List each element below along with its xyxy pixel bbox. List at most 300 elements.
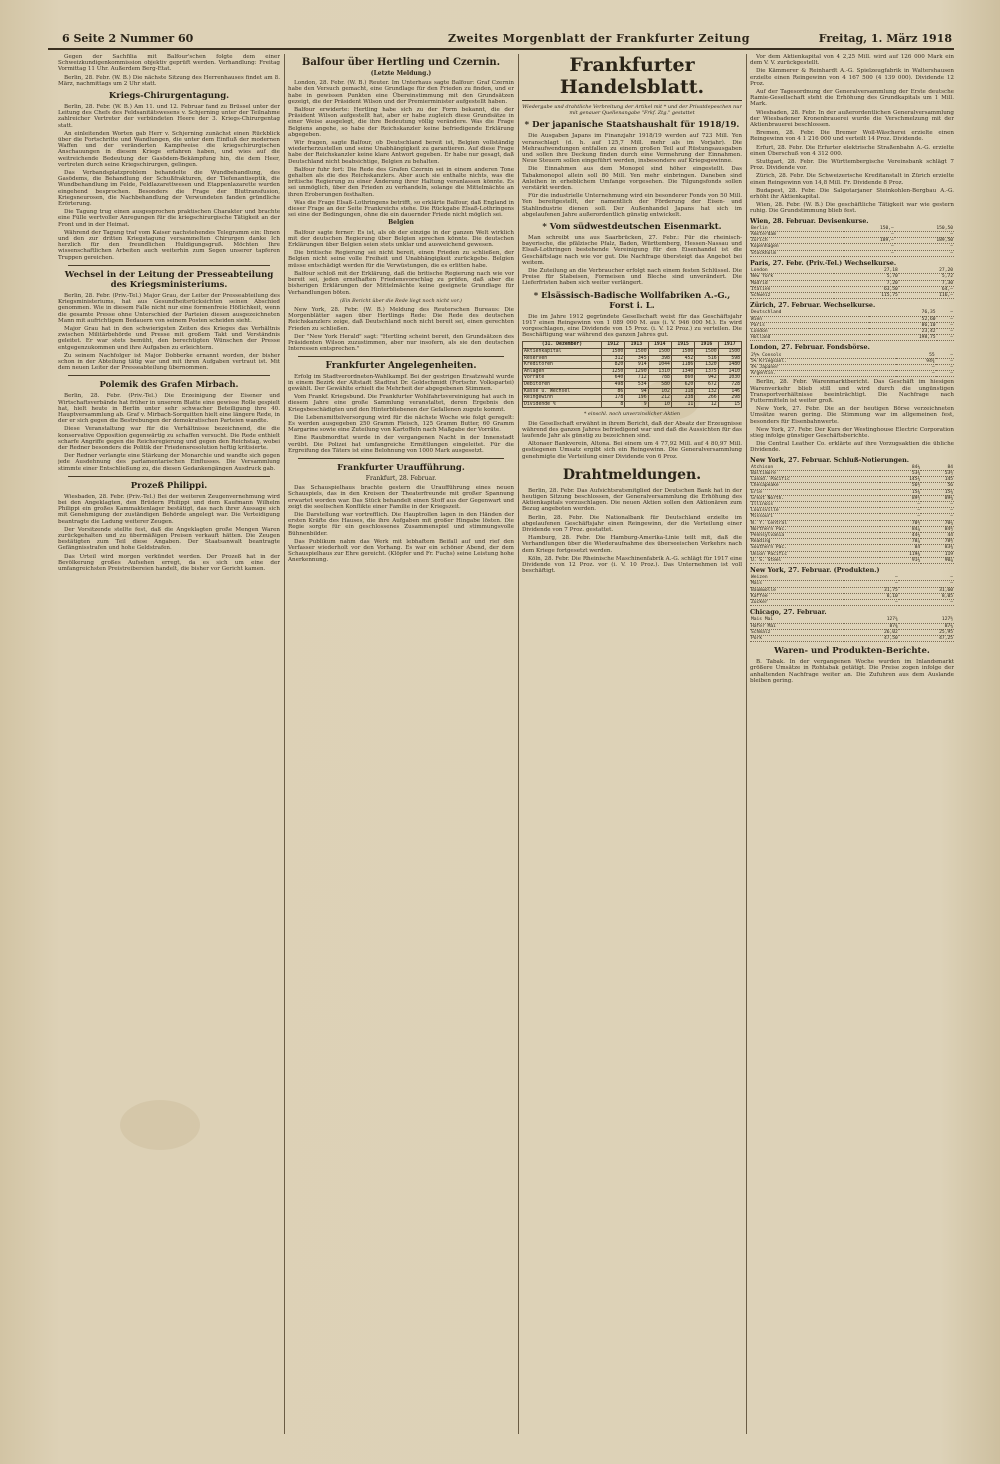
table-cell: Illinois [750,502,880,508]
divider [298,458,504,459]
paragraph: Auf der Tagesordnung der Generalversammlung der Erste deutsche Ramie-Gesellschaft steht die Erhöhung des Grundkapitals um 1 Mill. Mark. [750,89,954,108]
market-report: Berlin, 28. Febr. Warenmarktbericht. Das Geschäft im hiesigen Warenverkehr blieb still und wird durch die ungünstigen Transportverhältnisse beeinträchtigt. Die Nachfrage nach Futtermitteln ist weiter groß. [750,379,954,404]
article-headline: Polemik des Grafen Mirbach. [99,380,239,391]
article-headline: Kriegs-Chirurgentagung. [108,91,230,102]
table-cell: — [921,502,954,508]
table-cell: 598 [718,355,741,362]
table-cell: 580 [648,382,671,389]
article-body [522,235,742,287]
divider [298,356,504,357]
editor-note: (Ein Bericht über die Rede liegt noch nicht vor.) [340,297,462,304]
paragraph: Erfurt, 28. Febr. Die Erfurter elektrische Straßenbahn A.-G. erzielte einen Überschuß von 4 312 000. [750,144,954,157]
table-cell: — [921,508,954,514]
table-cell: Union Pacific [750,551,880,557]
table-cell: 788 [648,375,671,382]
paragraph: Wiesbaden, 28. Febr. (Priv.-Tel.) Bei der weiteren Zeugenvernehmung wird bei den Angeklagten, den Brüdern Philippi und dem Kaufmann Wilhelm Philippi ein großes Kammaktenlager bestätigt, das nach ihrer Aussage sich mit Genehmigung der zuständigen Behörde angelegt war. Die Verteidigung beantragte die Ladung weiterer Zeugen. [58,493,280,525]
table-cell: Deutschland [750,310,869,316]
paragraph: Die Tagung trug einen ausgesprochen praktischen Charakter und brachte eine Fülle wertvoller Anregungen für die kriegschirurgische Tätigkeit an der Front und in der Heimat. [58,209,280,228]
table-cell: 672 [695,382,718,389]
table-cell: Madrid [750,280,834,286]
table-cell: 44¼ [880,533,922,539]
table-cell: 1030 [718,375,741,382]
paragraph: Vor dem Aktienkapital von 4 2,25 Mill. wird auf 126 000 Mark ein dem V. V. zurückgestellt. [750,54,954,67]
rate-table [750,268,954,299]
table-cell: Baumwolle [750,587,844,593]
rate-table-label: Chicago, 27. Februar. [750,608,827,617]
divider [68,476,270,477]
table-cell: 516 [695,355,718,362]
column-3 [522,54,742,1444]
table-cell: — [937,322,954,328]
paragraph: Die Darstellung war vortrefflich. Die Hauptrollen lagen in den Händen der ersten Kräfte des Hauses, die ihre Aufgaben mit großer Hingabe lösten. Die Regie sorgte für ein geschlossenes Zusammenspiel und stimmungsvolle Bühnenbilder. [288,511,514,537]
table-row [750,335,954,341]
table-cell: Reingewinn [523,395,602,402]
table-row [523,395,742,402]
paragraph: Das Publikum nahm das Werk mit lebhaftem Beifall auf und rief den Verfasser wiederholt vor den Vorhang. Es war ein schöner Abend, der dem Schauspielhaus zur Ehre gereicht. (Klöpfer und Fr. Fuchs) seine Leistung hohe Anerkennung. [288,538,514,564]
table-cell: Zürich [750,238,844,244]
table-cell: Schmalz [750,629,844,635]
rate-table [750,353,954,378]
table-cell: 53½ [921,470,954,476]
table-cell: London [750,328,869,334]
paragraph: Die Ausgaben Japans im Finanzjahr 1918/19 werden auf 723 Mill. Yen veranschlagt (d. h. auf 125,7 Mill. mehr als im Vorjahr). Die Mehraufwendungen entfallen zu einem großen Teil auf Rüstungsausgaben und sollen ihre Deckung finden durch eine Vermehrung der Einnahmen. Neue Steuern sollen eingeführt werden, insbesondere auf Kriegsgewinne. [522,133,742,165]
table-cell: Northern Pac. [750,526,880,532]
rate-table-label: New York, 27. Februar. (Produkten.) [750,566,880,575]
table-cell: 178 [601,395,624,402]
table-row [523,355,742,362]
paragraph: Stuttgart, 28. Febr. Die Württembergische Vereinsbank schlägt 7 Proz. Dividende vor. [750,159,954,172]
rate-table-label: London, 27. Februar. Fondsbörse. [750,343,870,352]
table-cell: 398 [648,355,671,362]
table-cell: 7,30 [899,280,954,286]
article-body [58,104,280,261]
section-headline: Waren- und Produkten-Berichte. [774,646,930,657]
article-headline: * Vom südwestdeutschen Eisenmarkt. [542,222,722,233]
table-cell: Amsterdam [750,232,844,238]
table-cell: 15⅜ [880,489,922,495]
table-cell: 63,50 [834,286,899,292]
table-cell: — [896,371,936,377]
column-2 [288,54,514,1444]
table-cell: — [937,335,954,341]
table-cell: Vorräte [523,375,602,382]
article-body [522,421,742,460]
table-cell: 4% Japaner [750,364,896,370]
table-cell: 1375 [695,368,718,375]
table-row [523,388,742,395]
article-body [522,133,742,218]
table-cell: 70¼ [921,520,954,526]
table-cell: Pennsylvania [750,533,880,539]
paragraph: New York, 28. Febr. (W. B.) Meldung des Reuterschen Bureaus: Die Morgenblätter sagen über Hertlings Rede: Die Rede des deutschen Reichskanzlers zeige, daß Deutschland noch nicht bereit sei, einen gerechten Frieden zu schließen. [288,306,514,332]
table-cell: 189,50 [895,238,954,244]
stock-table [750,465,954,564]
table-cell: Kasse u. Wechsel [523,388,602,395]
article-body [288,230,514,296]
commodity-table [750,575,954,606]
table-cell: 10 [648,401,671,408]
table-header-cell: 1917 [718,342,741,349]
table-cell: 266 [695,395,718,402]
paragraph: Die Einnahmen aus dem Monopol sind höher eingestellt. Das Tabakmonopol allein soll 80 Mill. Yen mehr einbringen. Daneben sind Anleihen in erheblichem Umfange vorgesehen. Die Tilgungsfonds sollen verstärkt werden. [522,166,742,192]
table-cell: 8,10 [844,593,899,599]
table-cell: 44 [921,533,954,539]
table-cell: Anlagen [523,368,602,375]
paragraph: Vom Frankf. Kriegsbund. Die Frankfurter Wohlfahrtsvereinigung hat auch in diesem Jahre eine große Sammlung veranstaltet, deren Ergebnis den Kriegsbeschädigten und den Hinterbliebenen der Gefallenen zugute kommt. [288,394,514,413]
section-subheading: Belgien [388,219,414,227]
table-cell: 534 [625,382,648,389]
table-cell: Paris [750,322,869,328]
paragraph: Zu seinem Nachfolger ist Major Dobberke ernannt worden, der bisher schon in der Abteilung tätig war und mit ihren Aufgaben vertraut ist. Mit dem neuen Leiter der Presseabteilung übernommen. [58,352,280,372]
table-cell: 1310 [648,368,671,375]
table-cell: 86,10 [869,322,937,328]
page-header [48,30,954,50]
table-cell: 55 [896,353,936,359]
table-cell: Schweiz [750,292,834,298]
table-cell: 25,95 [899,629,954,635]
paragraph: Balfour erwiderte: Hertling habe sich zu der Form bekannt, die der Präsident Wilson aufgestellt hat, aber er habe zugleich diese Grundsätze in einer Weise ausgelegt, die ihre Bedeutung völlig verändere. Was die Frage Belgiens angehe, so habe der Reichskanzler keine befriedigende Erklärung abgegeben. [288,107,514,138]
table-cell: — [937,310,954,316]
table-cell: 860 [671,375,694,382]
table-cell: 728 [718,382,741,389]
table-row [523,368,742,375]
table-cell: Wien [750,316,869,322]
table-cell: Argentin. [750,371,896,377]
table-cell: 150,— [844,226,894,232]
table-cell: 84⅞ [880,526,922,532]
table-cell: 94¾ [896,358,936,364]
table-cell: Dividende % [523,401,602,408]
table-cell: — [880,502,922,508]
table-cell: Mais Mai [750,617,844,623]
table-cell: — [844,581,899,587]
table-cell: 116,— [899,292,954,298]
table-cell: 94 [625,388,648,395]
paragraph: Die Kämmerer & Reinhardt A.-G. Spielzeugfabrik in Waltershausen erzielte einen Reingewinn von 4 167 500 (4 139 000). Dividende 12 Proz. [750,68,954,87]
rate-table [750,226,954,257]
table-cell: — [937,316,954,322]
column-4 [750,54,954,1444]
table-cell: Reading [750,539,880,545]
table-cell: Kreditoren [523,362,602,369]
article-body [522,314,742,339]
table-cell: 1500 [718,349,741,356]
table-cell: 9 [625,401,648,408]
table-cell: 212 [648,395,671,402]
table-cell: 312 [601,355,624,362]
article-headline: * Elsässisch-Badische Wollfabriken A.-G., Forst i. L. [533,290,731,311]
table-cell: 640 [601,375,624,382]
table-row [750,636,954,642]
table-cell: 127¾ [844,617,899,623]
table-cell: 27,20 [899,268,954,274]
table-cell: — [880,508,922,514]
table-cell: Berlin [750,226,844,232]
table-cell: Italien [750,286,834,292]
table-cell: 15 [718,401,741,408]
rate-table-label: Paris, 27. Febr. (Priv.-Tel.) Wechselkurse. [750,258,897,267]
table-header-cell: 1913 [625,342,648,349]
table-cell: Pork [750,636,844,642]
article-headline: * Der japanische Staatshaushalt für 1918/19. [524,120,740,131]
table-cell: 56½ [880,483,922,489]
table-cell: — [896,364,936,370]
table-cell: — [844,575,899,581]
table-cell: 1500 [695,349,718,356]
table-cell: 238 [671,395,694,402]
table-cell: — [844,232,894,238]
article-body [288,80,514,218]
table-cell: 31,60 [899,587,954,593]
table-cell: 1500 [671,349,694,356]
table-cell: N. Y. Central [750,520,880,526]
table-cell: — [937,328,954,334]
paragraph: New York, 27. Febr. Die an der heutigen Börse verzeichneten Umsätze waren gering. Die Stimmung war im allgemeinen fest, besonders für Eisenbahnwerte. [750,406,954,425]
table-cell: — [899,600,954,606]
table-cell: 1480 [718,362,741,369]
paragraph: New York, 27. Febr. Der Kurs der Westinghouse Electric Corporation stieg infolge günstiger Geschäftsberichte. [750,426,954,439]
table-cell: Hafer Mai [750,623,844,629]
paragraph: Erfolg im Stadtverordneten-Wahlkampf. Bei der gestrigen Ersatzwahl wurde in einem Bezirk der Altstadt Stadtrat Dr. Goldschmidt (Fortschr. Volkspartei) gewählt. Der Gewählte erhielt die Mehrheit der abgegebenen Stimmen. [288,373,514,392]
table-cell: 8 [601,401,624,408]
table-cell: — [895,244,954,250]
table-footnote: * einschl. noch unverzinslicher Aktien [583,411,681,418]
table-cell: Louisville [750,508,880,514]
paragraph: Budapest, 28. Febr. Die Salgotarjaner Steinkohlen-Bergbau A.-G. erhöht ihr Aktienkapital. [750,187,954,201]
table-row [750,250,954,256]
rate-table-label: Zürich, 27. Februar. Wechselkurse. [750,301,876,310]
table-cell: 87⅜ [844,623,899,629]
table-cell: 1500 [648,349,671,356]
table-cell: 1500 [625,349,648,356]
paragraph: Das Verbandsplatzproblem behandelte die Wundbehandlung, des Gasödems, die Behandlung der Schußfrakturen, der Tiefenantiseptik, die Wundbehandlung im Felde, Feldlazarettwesen und Etappenlazarette wurden eingehend besprochen. Besonders die Frage der Bluttransfusion, Kriegsneurosen, die Nachbehandlung der Verwundeten fanden gründliche Erörterung. [58,170,280,208]
paragraph: Berlin, 28. Febr. (Priv.-Tel.) Major Grau, der Leiter der Presseabteilung des Kriegsministeriums, hat aus Gesundheitsrücksichten seinen Abschied genommen. Wie in diesem Falle nicht nur eine formenfreie Höflichkeit, wenn die gesamte Presse ohne Unterschied der Parteien diesen ausgezeichneten Mann mit aufrichtigem Bedauern von seinem Posten scheiden sieht. [58,292,280,324]
table-cell: 53¾ [880,470,922,476]
table-cell: Chesapeake [750,483,880,489]
article-headline: Balfour über Hertling und Czernin. [301,57,501,68]
market-news [750,54,954,215]
table-cell: 132 [695,388,718,395]
section-headline: Drahtmeldungen. [562,466,702,483]
table-cell: 189,— [844,238,894,244]
table-cell: Baltimore [750,470,880,476]
table-header-cell: 1914 [648,342,671,349]
table-cell: 8,05 [899,593,954,599]
table-cell: 118 [671,388,694,395]
table-cell: — [895,232,954,238]
table-cell: 119⅜ [880,551,922,557]
article-subheadline: (Letzte Meldung.) [370,70,432,77]
table-cell: 1340 [671,368,694,375]
paragraph: Altonaer Bankverein, Altona. Bei einem um 4 77,92 Mill. auf 4 80,97 Mill. gestiegenen Umsatz ergibt sich ein Reingewinn. Die Generalversammlung genehmigte die Verteilung einer Dividende von 6 Proz. [522,441,742,460]
paragraph: Das Schauspielhaus brachte gestern die Uraufführung eines neuen Schauspiels, das in den Kreisen der Theaterfreunde mit großer Spannung erwartet worden war. Das Stück behandelt einen Stoff aus der Gegenwart und zeigt die seelischen Konflikte einer Familie in der Kriegszeit. [288,485,514,510]
table-cell: — [936,364,954,370]
dateline: Frankfurt, 28. Februar. [365,474,437,482]
table-cell: 83¾ [921,545,954,551]
column-rule [746,54,747,1434]
table-row [523,375,742,382]
table-cell: 1186 [671,362,694,369]
paragraph: London, 28. Febr. (W. B.) Reuter. Im Unterhaus sagte Balfour: Graf Czernin habe den Versuch gemacht, eine Grundlage für den Frieden zu finden, und er habe in gewissen Punkten eine Übereinstimmung mit den Grundsätzen gezeigt, die der Präsident Wilson und der Premierminister aufgestellt haben. [288,80,514,105]
paragraph: An einleitenden Worten gab Herr v. Schjerning zunächst einen Rückblick über die Fortschritte und Wandlungen, die unter dem Einfluß der modernen Waffen und der veränderten Kampfweise die kriegschirurgischen Anschauungen in diesem Kriege erfahren haben, und wies auf die weitreichende Bedeutung der Gasödem-Bekämpfung hin, die dem Heer, vertreten durch seine Kriegschirurgen, gelingen. [58,130,280,168]
paragraph: Die britische Regierung sei nicht bereit, einen Frieden zu schließen, der Belgien nicht seine volle Freiheit und Unabhängigkeit zurückgebe. Belgien müsse entschädigt werden für die Verwüstungen, die es erlitten habe. [288,250,514,269]
table-cell: 31,75 [844,587,899,593]
reprint-note: Wiedergabe und drahtliche Verbreitung der Artikel mit * und der Privatdepeschen nur mit genauer Quellenangabe "Frkf. Ztg." gestattet [522,104,742,117]
table-cell: Zucker [750,600,844,606]
table-row [523,362,742,369]
table-cell: 64,— [899,286,954,292]
page-number: 6 Seite 2 Nummer 60 [62,32,194,45]
table-cell: 27,18 [834,268,899,274]
table-cell: — [895,250,954,256]
table-cell: Southern Pac. [750,545,880,551]
table-row [523,349,742,356]
table-cell: 84 [921,465,954,471]
table-cell: 1044 [648,362,671,369]
table-cell: — [936,371,954,377]
table-cell: 52,60 [869,316,937,322]
paragraph: Balfour sagte ferner: Es ist, als ob der einzige in der ganzen Welt wirklich mit der deutschen Regierung über Belgien sprechen könnte. Die deutschen Erklärungen über Belgien seien stets unklar und ausweichend gewesen. [288,229,514,249]
table-row [750,600,954,606]
table-cell: 145 [921,477,954,483]
article-headline: Prozeß Philippi. [130,480,208,491]
table-cell: Kopenhagen [750,244,844,250]
table-cell: 5,70 [834,274,899,280]
table-cell: 78⅞ [880,539,922,545]
table-cell: 119 [921,551,954,557]
article-headline: Wechsel in der Leitung der Presseabteilung des Kriegsministeriums. [64,269,274,290]
article-body [58,494,280,572]
table-cell: 84 [880,545,922,551]
table-cell: 12 [695,401,718,408]
table-cell: 345 [625,355,648,362]
rate-table-label: New York, 27. Februar. Schluß-Notierungen. [750,455,909,464]
table-cell: 78½ [921,539,954,545]
table-cell: 1500 [601,349,624,356]
divider [68,375,270,376]
intro-text: Berlin, 28. Febr. (W. B.) Die nächste Sitzung des Herrenhauses findet am 8. März, nachmittags um 2 Uhr statt. [58,74,280,87]
table-cell: 91¼ [880,557,922,563]
table-cell: 47,50 [844,636,899,642]
table-cell: 26,02 [844,629,899,635]
paragraph: Die Central Leather Co. erklärte auf ihre Vorzugsaktien die übliche Dividende. [750,441,954,454]
table-cell: 90⅞ [921,557,954,563]
paragraph: Das Urteil wird morgen verkündet werden. Der Prozeß hat in der Bevölkerung großes Aufsehen erregt, da es sich um eine der umfangreichsten Preistreibereien handelt, die bisher vor Gericht kamen. [58,553,280,572]
table-cell: — [880,514,922,520]
table-cell: 1290 [625,368,648,375]
table-cell: 145¼ [880,477,922,483]
table-cell: Holland [750,335,869,341]
table-cell: 76,35 [869,310,937,316]
table-cell: 914 [625,362,648,369]
table-cell: Mais [750,581,844,587]
table-cell: 452 [671,355,694,362]
article-body [522,488,742,575]
paragraph: Major Grau hat in den schwierigsten Zeiten des Krieges das Verhältnis zwischen Militärbehörde und Presse mit großem Takt und Verständnis geleitet. Er war stets bemüht, den berechtigten Wünschen der Presse entgegenzukommen und ihre Aufgaben zu erleichtern. [58,325,280,351]
article-body [288,485,514,563]
table-cell: 5,72 [899,274,954,280]
table-cell: U. S. Steel [750,557,880,563]
table-cell: 86 [601,388,624,395]
paragraph: Bremen, 28. Febr. Die Bremer Woll-Wäscherei erzielte einen Reingewinn von 4 1 216 000 und verteilt 14 Proz. Dividende. [750,130,954,143]
article-body [288,307,514,352]
table-cell: 1410 [718,368,741,375]
table-cell: 1320 [695,362,718,369]
column-1 [58,54,280,1444]
table-cell: 150,50 [895,226,954,232]
paragraph: Berlin, 28. Febr. Die Nationalbank für Deutschland erzielte im abgelaufenen Geschäftsjahr einen Reingewinn, der die Verteilung einer Dividende von 7 Proz. gestattet. [522,514,742,534]
paragraph: Die Lebensmittelversorgung wird für die nächste Woche wie folgt geregelt: Es werden ausgegeben 250 Gramm Fleisch, 125 Gramm Butter, 60 Gramm Margarine sowie eine Zuteilung von Kartoffeln nach Maßgabe der Vorräte. [288,414,514,434]
table-cell: — [936,358,954,364]
market-news [750,406,954,453]
table-cell: Atchison [750,465,880,471]
table-cell: 1250 [601,368,624,375]
table-cell: 15¼ [921,489,954,495]
commodity-table [750,617,954,642]
paragraph: Berlin, 28. Febr. (Priv.-Tel.) Die Erzeinigung der Eisener und Wirtschaftsverbände hat früher in unserem Blatte eine gewisse Rolle gespielt hat, hielt heute in Berlin unter sehr schwacher Beteiligung ihre 40. Hauptversammlung ab. Graf v. Mirbach-Sorquitten hielt eine längere Rede, in der er sich gegen die Bestrebungen der demokratischen Parteien wandte. [58,393,280,425]
paragraph: Für die industrielle Unternehmung wird ein besonderer Fonds von 50 Mill. Yen bereitgestellt, der namentlich der Förderung der Eisen- und Stahlindustrie dienen soll. Der Außenhandel Japans hat sich im abgelaufenen Jahre außerordentlich günstig entwickelt. [522,193,742,218]
table-row [523,382,742,389]
paragraph: Der "New York Herald" sagt: "Hertling scheint bereit, den Grundsätzen des Präsidenten Wilson zuzustimmen, aber nur insofern, als sie den deutschen Interessen entsprechen." [288,333,514,353]
table-cell: 47,25 [899,636,954,642]
table-cell: 298 [718,395,741,402]
table-cell: 115,75 [834,292,899,298]
table-cell: 198,75 [869,335,937,341]
table-cell: 942 [695,375,718,382]
table-cell: — [921,514,954,520]
table-cell: 84¼ [880,465,922,471]
market-report: B. Tabak. In der vergangenen Woche wurden im Inlandsmarkt größere Umsätze in Rohtabak getätigt. Die Preise zogen infolge der anhaltenden Nachfrage weiter an. Die Zufuhren aus dem Auslande bleiben gering. [750,659,954,684]
table-cell: — [936,353,954,359]
issue-date: Freitag, 1. März 1918 [818,32,952,45]
paragraph: Berlin, 28. Febr. (W. B.) Am 11. und 12. Februar fand zu Brüssel unter der Leitung des Chefs des Feldsanitätswesens v. Schjerning unter der Teilnahme zahlreicher Vertreter der verbündeten Heere der 3. Kriegs-Chirurgentag statt. [58,104,280,129]
column-rule [284,54,285,1434]
table-cell: 89½ [880,495,922,501]
table-cell: 620 [671,382,694,389]
table-cell: 89¼ [921,495,954,501]
article-body [58,393,280,471]
paragraph: Wiesbaden, 28. Febr. In der außerordentlichen Generalversammlung der Wiesbadener Kronenbrauerei wurde die Verschmelzung mit der Aktienbrauerei beschlossen. [750,109,954,129]
paragraph: Wien, 28. Febr. (W. B.) Die geschäftliche Tätigkeit war wie gestern ruhig. Die Grundstimmung blieb fest. [750,202,954,215]
paragraph: Köln, 28. Febr. Die Rheinische Maschinenfabrik A.-G. schlägt für 1917 eine Dividende von 12 Proz. vor (i. V. 10 Proz.). Das Unternehmen ist voll beschäftigt. [522,555,742,575]
table-cell: Missouri [750,514,880,520]
table-cell: 196 [625,395,648,402]
masthead: Zweites Morgenblatt der Frankfurter Zeitung [448,32,750,45]
intro-text: Gegen der Sachfilia mit Balfour'schen folgte dem einer Schweizkundigenkommission objektiv geprüft werden. Verhandlung: Freitag Vormittag 11 Uhr. Außerdem Berg-Etat. [58,54,280,73]
paragraph: Balfour schloß mit der Erklärung, daß die britische Regierung nach wie vor bereit sei, jeden ernsthaften Friedensvorschlag zu prüfen, daß aber die bisherigen Erklärungen der Mittelmächte keine geeignete Grundlage für Verhandlungen böten. [288,270,514,296]
table-cell: Kaffee [750,593,844,599]
balance-table [522,341,742,408]
paragraph: Der Vorsitzende stellte fest, daß die Angeklagten große Mengen Waren zurückgehalten und zu übermäßigen Preisen verkauft hätten. Die Zeugen bestätigten zum Teil diese Angaben. Der Staatsanwalt beantragte Gefängnisstrafen und hohe Geldstrafen. [58,526,280,552]
section-masthead: Frankfurter Handelsblatt. [522,54,742,101]
section-headline: Frankfurter Angelegenheiten. [325,361,477,372]
paragraph: Zürich, 28. Febr. Die Schweizerische Kreditanstalt in Zürich erzielte einen Reingewinn von 14,8 Mill. Fr. Dividende 8 Proz. [750,173,954,186]
table-cell: 87¼ [899,623,954,629]
table-cell: Canad. Pacific [750,477,880,483]
table-cell: 146 [718,388,741,395]
table-cell: 70½ [880,520,922,526]
table-cell: — [899,581,954,587]
paragraph: Während der Tagung traf vom Kaiser nachstehendes Telegramm ein: Ihnen und den zur dritten Kriegstagung versammelten Chirurgen danke Ich herzlich für den freundlichen Huldigungsgruß. Möchten Ihre wissenschaftlichen Arbeiten auch weiterhin zum Segen unserer tapferen Truppen gereichen. [58,229,280,261]
paragraph: Diese Veranstaltung war für die Verhältnisse bezeichnend, die die konservative Opposition gegenwärtig zu schaffen versucht. Die Rede enthielt scharfe Angriffe gegen die Reichsregierung und gegen den Reichstag, wobei der Redner besonders die Politik der Friedensresolution heftig kritisierte. [58,426,280,451]
paragraph: Die Zuteilung an die Verbraucher erfolgt nach einem festen Schlüssel. Die Preise für Stabeisen, Formeisen und Bleche sind unverändert. Die Lieferfristen haben sich weiter verlängert. [522,268,742,287]
table-cell: Debitoren [523,382,602,389]
paragraph: Die im Jahre 1912 gegründete Gesellschaft weist für das Geschäftsjahr 1917 einen Reingewinn von 1 089 000 M. aus (i. V. 946 000 M.). Es wird vorgeschlagen, eine Dividende von 15 Proz. (i. V. 12 Proz.) zu verteilen. Die Beschäftigung war während des ganzen Jahres gut. [522,313,742,339]
rate-table-label: Wien, 28. Februar. Devisenkurse. [750,216,869,225]
table-cell: 2½% Consols [750,353,896,359]
table-cell: 84½ [921,526,954,532]
table-cell: Aktienkapital [523,349,602,356]
